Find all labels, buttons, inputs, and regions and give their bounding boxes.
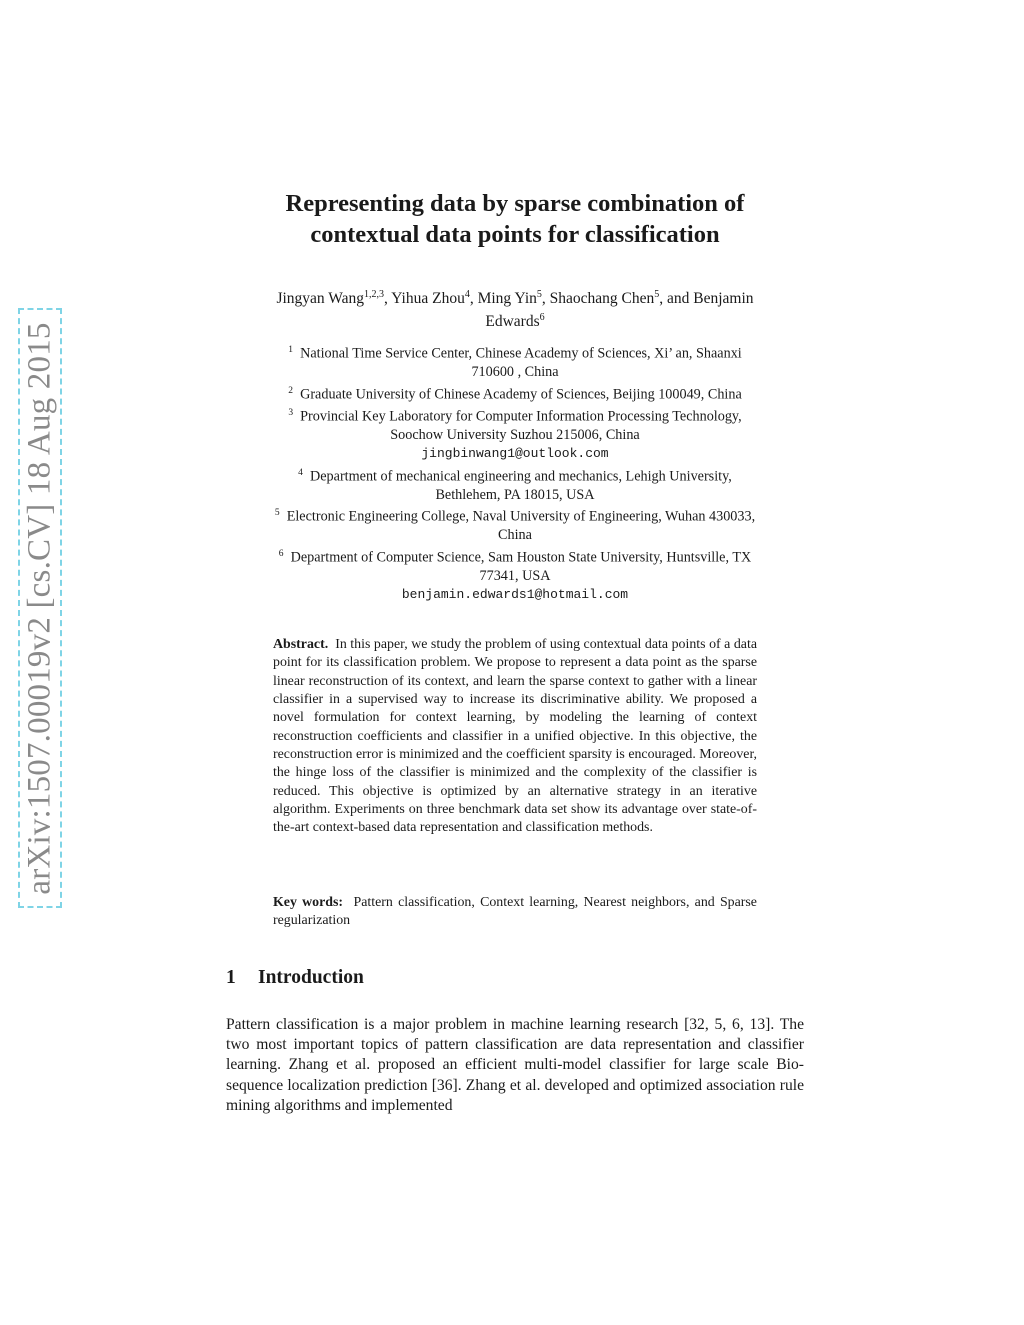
affiliation-5: $^5$ Electronic Engineering College, Naval University of Engineering, Wuhan 430033, China bbox=[274, 508, 756, 544]
section-number: 1 bbox=[226, 967, 236, 988]
section-heading bbox=[226, 967, 364, 989]
arxiv-stamp-text: arXiv:1507.00019v2 [cs.CV] 18 Aug 2015 bbox=[21, 321, 58, 895]
affiliation-1: $^1$ National Time Service Center, Chinese Academy of Sciences, Xi’ an, Shaanxi 710600 , China bbox=[288, 345, 742, 381]
affiliation-3: $^3$ Provincial Key Laboratory for Computer Information Processing Technology, Soochow University Suzhou 215006, China jingbinwang1@outlook.com bbox=[288, 407, 742, 462]
arxiv-stamp bbox=[18, 308, 62, 908]
section-body: Pattern classification is a major problem in machine learning research [32, 5, 6, 13]. The two most important topics of pattern classification are data representation and classifier learning. Zhang et al. proposed an efficient multi-model classifier for large scale Bio-sequence localization prediction [36]. Zhang et al. developed and optimized association rule mining algorithms and implemented bbox=[226, 1016, 804, 1114]
affiliation-4: $^4$ Department of mechanical engineering and mechanics, Lehigh University, Bethlehem, PA 18015, USA bbox=[298, 467, 732, 503]
author-4: Shaochang Chen bbox=[549, 290, 655, 308]
email-link-1[interactable]: jingbinwang1@outlook.com bbox=[421, 446, 609, 462]
email-link-2[interactable]: benjamin.edwards1@hotmail.com bbox=[401, 587, 629, 603]
abstract-text: In this paper, we study the problem of using contextual data points of a data point for its classification problem. We propose to represent a data point as the sparse linear reconstruction of its context, and learn the sparse context to gather with a linear classifier in a supervised way to increase its discriminative ability. We proposed a novel formulation for context learning, by modeling the learning of context reconstruction coefficients and classifier in a unified objective. In this objective, the reconstruction error is minimized and the coefficient sparsity is encouraged. Moreover, the hinge loss of the classifier is minimized and the complexity of the classifier is reduced. This objective is optimized by an alternative strategy in an iterative algorithm. Experiments on three benchmark data set show its advantage over state-of-the-art context-based data representation and classification methods. bbox=[273, 637, 757, 836]
author-5-sup: 6 bbox=[539, 312, 545, 324]
affiliation-2: $^2$ Graduate University of Chinese Academy of Sciences, Beijing 100049, China bbox=[288, 385, 742, 403]
title-line-2: contextual data points for classification bbox=[310, 221, 720, 248]
author-3: Ming Yin bbox=[477, 290, 537, 308]
author-1-sup: 1,2,3 bbox=[364, 289, 385, 300]
author-3-sup: 5 bbox=[536, 289, 542, 300]
author-list: Jingyan Wang$^{1,2,3}$, Yihua Zhou$^4$, Ming Yin$^5$, Shaochang Chen$^5$, and Benjamin Edwards$^6$ bbox=[276, 289, 754, 331]
abstract bbox=[273, 636, 757, 838]
author-1: Jingyan Wang bbox=[276, 290, 365, 308]
author-4-sup: 5 bbox=[654, 289, 660, 300]
author-2: Yihua Zhou bbox=[391, 290, 465, 308]
paper-title bbox=[180, 188, 850, 250]
affiliation-6: $^6$ Department of Computer Science, Sam Houston State University, Huntsville, TX 77341, USA benjamin.edwards1@hotmail.com bbox=[278, 548, 752, 603]
keywords-label: Key words: bbox=[273, 895, 344, 910]
abstract-label: Abstract. bbox=[273, 637, 329, 652]
keywords bbox=[273, 894, 757, 931]
author-2-sup: 4 bbox=[464, 289, 470, 300]
section-title: Introduction bbox=[258, 967, 364, 988]
author-5-last: Edwards bbox=[485, 313, 540, 331]
title-line-1: Representing data by sparse combination of bbox=[285, 190, 745, 217]
affiliations bbox=[215, 341, 815, 605]
author-5-first: Benjamin bbox=[693, 290, 754, 308]
keywords-text: Pattern classification, Context learning, Nearest neighbors, and Sparse regularization bbox=[273, 895, 757, 929]
